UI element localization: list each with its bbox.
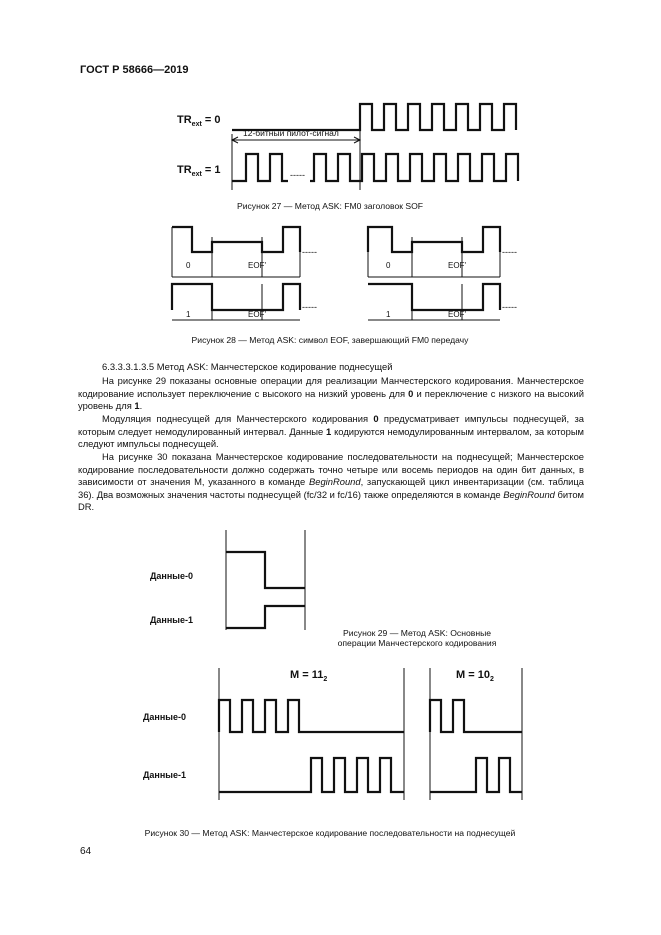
fig30-data1-label: Данные-1	[143, 770, 186, 780]
fig29-caption-line2: операции Манчестерского кодирования	[337, 638, 497, 648]
eof-left-bottom-bit: 1	[186, 310, 191, 319]
m10-label: $M = 10_2$	[456, 669, 494, 683]
paragraph-2: Модуляция поднесущей для Манчестерского кодирования 0 предусматривает импульсы поднесущей, за которым следует немодулированный интервал. Данные 1 кодируются немодулированным интервалом, за которым следуют импульсы поднесущей.	[78, 413, 584, 450]
eof-right-top-label: EOF'	[448, 261, 466, 270]
eof-dots: -----	[302, 302, 317, 312]
eof-left-top-wave	[172, 227, 300, 252]
dots-tr1: -----	[290, 170, 305, 180]
eof-dots: -----	[502, 247, 517, 257]
waveform-tr0	[232, 104, 516, 130]
figure-28-diagram	[0, 222, 661, 342]
eof-right-bottom-bit: 1	[386, 310, 391, 319]
waveform-tr1	[232, 154, 288, 181]
figure-29-caption	[312, 628, 522, 648]
figure-30-caption: Рисунок 30 — Метод ASK: Манчестерское кодирование последовательности на поднесущей	[144, 828, 516, 838]
fig30-data0-wave-m11	[219, 700, 404, 732]
pilot-arrow	[232, 134, 360, 190]
pilot-label: 12-битный пилот-сигнал	[243, 128, 339, 138]
eof-right-bottom-wave	[368, 284, 500, 310]
figure-30-diagram	[0, 660, 661, 820]
fig30-data1-wave-m10	[430, 758, 522, 792]
figure-28-caption: Рисунок 28 — Метод ASK: символ EOF, завершающий FM0 передачу	[191, 335, 469, 345]
fig29-data0-wave	[226, 552, 305, 588]
fig30-data0-wave-m10	[430, 700, 522, 732]
eof-left-top-bit: 0	[186, 261, 191, 270]
waveform-tr1-tail	[310, 154, 518, 181]
fig30-data0-label: Данные-0	[143, 712, 186, 722]
eof-left-top-label: EOF'	[248, 261, 266, 270]
tr1-label: $TR_{ext} = 1$	[177, 164, 221, 178]
page-number: 64	[80, 846, 92, 857]
eof-left-bottom-wave	[172, 284, 300, 310]
m11-label: $M = 11_2$	[290, 669, 328, 683]
document-id: ГОСТ Р 58666—2019	[80, 64, 189, 76]
eof-right-top-bit: 0	[386, 261, 391, 270]
section-title: 6.3.3.3.1.3.5 Метод ASK: Манчестерское кодирование поднесущей	[102, 361, 393, 372]
fig29-data1-label: Данные-1	[150, 615, 193, 625]
fig29-data0-label: Данные-0	[150, 571, 193, 581]
eof-right-bottom-label: EOF'	[448, 310, 466, 319]
fig30-data1-wave-m11	[219, 758, 404, 792]
fig29-caption-line1: Рисунок 29 — Метод ASK: Основные	[342, 628, 492, 638]
eof-dots: -----	[502, 302, 517, 312]
paragraph-3: На рисунке 30 показана Манчестерское кодирование последовательности на поднесущей; Манчестерское кодирование последовательности должно содержать точно четыре или восемь периодов на один бит данных, в зависимости от значения M, указанного в команде BeginRound, запускающей цикл инвентаризации (см. таблица 36). Два возможных значения частоты поднесущей (fc/32 и fc/16) также определяются в команде BeginRound битом DR.	[78, 451, 584, 513]
figure-29-diagram	[0, 530, 661, 640]
figure-27-caption: Рисунок 27 — Метод ASK: FM0 заголовок SOF	[236, 201, 424, 211]
eof-left-bottom-label: EOF'	[248, 310, 266, 319]
fig29-data1-wave	[226, 606, 305, 628]
eof-right-top-wave	[368, 227, 500, 252]
tr0-label: $TR_{ext} = 0$	[177, 114, 221, 128]
eof-dots: -----	[302, 247, 317, 257]
paragraph-1: На рисунке 29 показаны основные операции для реализации Манчестерского кодирования. Манчестерское кодирование использует переключение с высокого на низкий уровень для 0 и переключение с низкого на высокий уровень для 1.	[78, 375, 584, 412]
